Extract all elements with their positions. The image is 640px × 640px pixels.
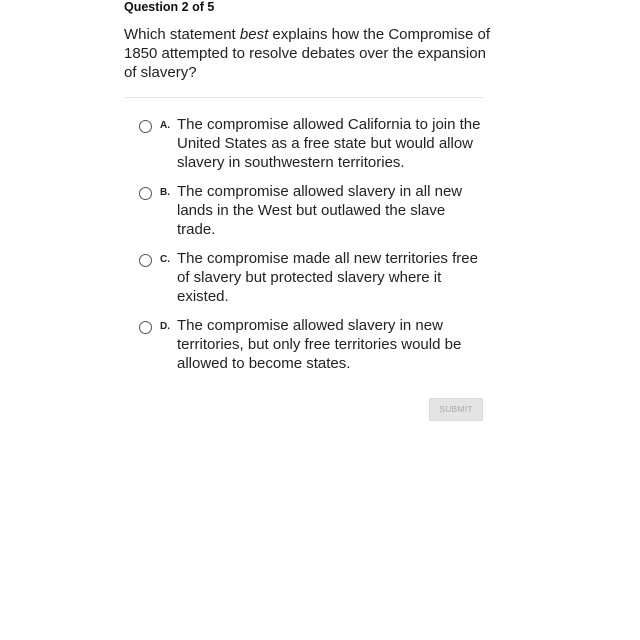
option-letter-b: B. [160, 187, 170, 198]
divider [124, 97, 484, 98]
option-text-d: The compromise allowed slavery in new territories, but only free territories would be allowed to become states. [177, 317, 462, 372]
radio-button-a[interactable] [139, 120, 152, 133]
question-text-end: explains how the Compromise of 1850 attempted to resolve debates over the expansion of slavery? [124, 26, 491, 81]
question-counter: Question 2 of 5 [124, 0, 215, 14]
option-letter-a: A. [160, 120, 170, 131]
option-letter-c: C. [160, 254, 170, 265]
question-text [124, 25, 494, 82]
radio-button-c[interactable] [139, 254, 152, 267]
submit-button[interactable]: SUBMIT [429, 398, 483, 421]
option-letter-d: D. [160, 321, 170, 332]
option-text-c: The compromise made all new territories free of slavery but protected slavery where it existed. [177, 250, 478, 305]
question-text-emphasis: best [239, 26, 269, 43]
answer-option-b[interactable] [139, 182, 484, 239]
answer-option-c[interactable] [139, 249, 484, 306]
option-text-a: The compromise allowed California to join the United States as a free state but would allow slavery in southwestern territories. [177, 116, 481, 171]
radio-button-b[interactable] [139, 187, 152, 200]
answer-option-a[interactable] [139, 115, 484, 172]
option-text-b: The compromise allowed slavery in all new lands in the West but outlawed the slave trade. [177, 183, 463, 238]
radio-button-d[interactable] [139, 321, 152, 334]
answer-option-d[interactable] [139, 316, 484, 373]
question-text-start: Which statement [124, 26, 240, 43]
answer-options [139, 115, 484, 373]
